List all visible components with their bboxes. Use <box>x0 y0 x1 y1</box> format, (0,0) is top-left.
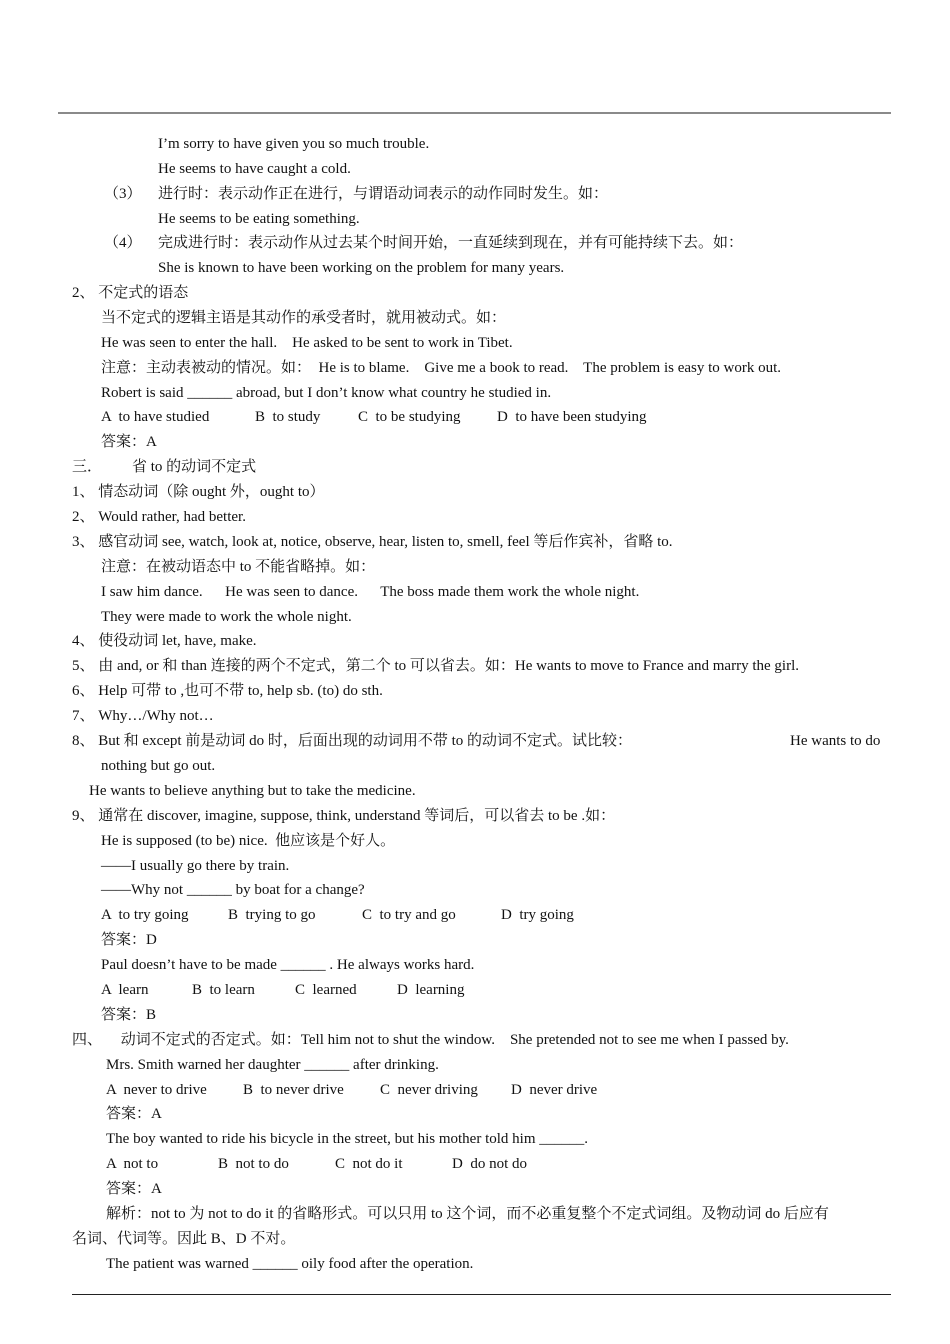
text-line: He wants to do <box>790 733 881 749</box>
option-b: B to study <box>255 409 321 425</box>
list-item: 5、 由 and, or 和 than 连接的两个不定式，第二个 to 可以省去。如：He wants to move to France and marry the girl. <box>72 658 799 674</box>
option-b: B trying to go <box>228 907 316 923</box>
text-line: He wants to believe anything but to take the medicine. <box>89 783 416 799</box>
text-line: He seems to have caught a cold. <box>158 161 351 177</box>
answer: 答案：B <box>101 1007 157 1023</box>
text-line: 完成进行时：表示动作从过去某个时间开始，一直延续到现在，并有可能持续下去。如： <box>158 235 744 251</box>
option-d: D try going <box>501 907 574 923</box>
answer: 答案：A <box>101 434 157 450</box>
option-a: A learn <box>101 982 149 998</box>
question: ——Why not ______ by boat for a change? <box>101 882 365 898</box>
section-heading: 四、 动词不定式的否定式。如：Tell him not to shut the window. She pretended not to see me when I passed by. <box>72 1032 789 1048</box>
header-rule <box>58 112 891 114</box>
option-c: C never driving <box>380 1082 478 1098</box>
option-b: B not to do <box>218 1156 289 1172</box>
list-item: 9、 通常在 discover, imagine, suppose, think, understand 等词后，可以省去 to be .如： <box>72 808 616 824</box>
option-c: C to be studying <box>358 409 461 425</box>
question: Robert is said ______ abroad, but I don’t know what country he studied in. <box>101 385 552 401</box>
text-line: 进行时：表示动作正在进行，与谓语动词表示的动作同时发生。如： <box>158 186 609 202</box>
section-heading: 2、 不定式的语态 <box>72 285 189 301</box>
item-number: （3） <box>104 186 142 202</box>
explanation: 名词、代词等。因此 B、D 不对。 <box>72 1231 296 1247</box>
option-c: C to try and go <box>362 907 456 923</box>
option-d: D to have been studying <box>497 409 647 425</box>
text-line: He is supposed (to be) nice. 他应该是个好人。 <box>101 833 396 849</box>
question: Paul doesn’t have to be made ______ . He always works hard. <box>101 957 475 973</box>
option-d: D never drive <box>511 1082 598 1098</box>
option-a: A to try going <box>101 907 189 923</box>
option-b: B to never drive <box>243 1082 344 1098</box>
option-c: C learned <box>295 982 357 998</box>
answer: 答案：D <box>101 932 157 948</box>
text-line: She is known to have been working on the problem for many years. <box>158 260 565 276</box>
footer-rule <box>72 1294 891 1295</box>
list-item: 4、 使役动词 let, have, make. <box>72 633 257 649</box>
list-item: 7、 Why…/Why not… <box>72 708 214 724</box>
item-number: （4） <box>104 235 142 251</box>
option-a: A to have studied <box>101 409 210 425</box>
option-b: B to learn <box>192 982 255 998</box>
question: The patient was warned ______ oily food after the operation. <box>106 1256 474 1272</box>
text-line: 注意：主动表被动的情况。如： He is to blame. Give me a book to read. The problem is easy to work out. <box>101 360 782 376</box>
list-item: 3、 感官动词 see, watch, look at, notice, observe, hear, listen to, smell, feel 等后作宾补，省略 to. <box>72 534 673 550</box>
explanation: 解析：not to 为 not to do it 的省略形式。可以只用 to 这个词，而不必重复整个不定式词组。及物动词 do 后应有 <box>106 1206 829 1222</box>
list-item: 1、 情态动词（除 ought 外，ought to） <box>72 484 325 500</box>
text-line: They were made to work the whole night. <box>101 609 352 625</box>
option-a: A not to <box>106 1156 159 1172</box>
text-line: nothing but go out. <box>101 758 216 774</box>
text-line: I saw him dance. He was seen to dance. The boss made them work the whole night. <box>101 584 640 600</box>
option-a: A never to drive <box>106 1082 207 1098</box>
text-line: 当不定式的逻辑主语是其动作的承受者时，就用被动式。如： <box>101 310 507 326</box>
answer: 答案：A <box>106 1106 162 1122</box>
text-line: 注意：在被动语态中 to 不能省略掉。如： <box>101 559 376 575</box>
option-d: D do not do <box>452 1156 527 1172</box>
question: The boy wanted to ride his bicycle in the street, but his mother told him ______. <box>106 1131 588 1147</box>
text-line: He was seen to enter the hall. He asked to be sent to work in Tibet. <box>101 335 513 351</box>
text-line: I’m sorry to have given you so much trouble. <box>158 136 430 152</box>
option-c: C not do it <box>335 1156 403 1172</box>
answer: 答案：A <box>106 1181 162 1197</box>
list-item: 8、 But 和 except 前是动词 do 时，后面出现的动词用不带 to 的动词不定式。试比较： <box>72 733 632 749</box>
question: Mrs. Smith warned her daughter ______ after drinking. <box>106 1057 439 1073</box>
section-heading: 三． 省 to 的动词不定式 <box>72 459 257 475</box>
list-item: 2、 Would rather, had better. <box>72 509 246 525</box>
list-item: 6、 Help 可带 to ,也可不带 to, help sb. (to) do sth. <box>72 683 383 699</box>
question: ——I usually go there by train. <box>101 858 290 874</box>
text-line: He seems to be eating something. <box>158 211 360 227</box>
option-d: D learning <box>397 982 465 998</box>
